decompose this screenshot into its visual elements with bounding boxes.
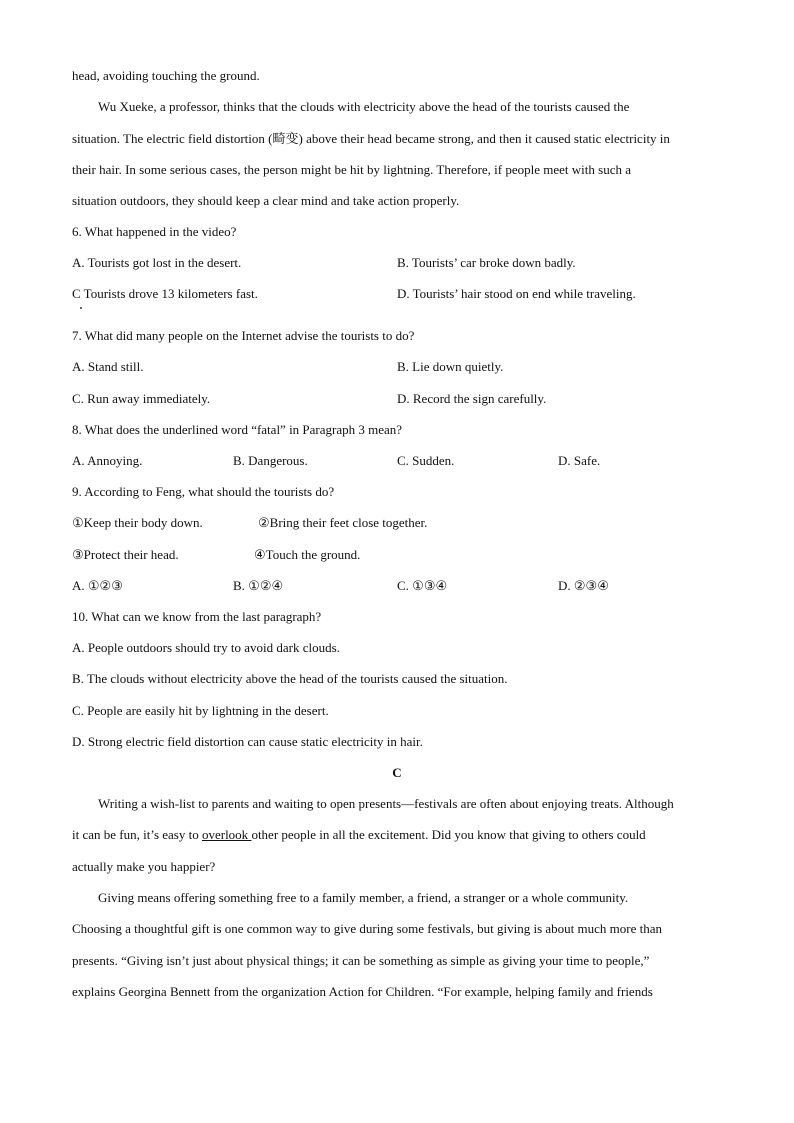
option-b: B. The clouds without electricity above the head of the tourists caused the situation.: [72, 671, 508, 686]
option-a: A. Annoying.: [72, 453, 143, 468]
passage-line: [72, 827, 646, 843]
question-stem: 7. What did many people on the Internet advise the tourists to do?: [72, 328, 415, 343]
option-d: D. Tourists’ hair stood on end while traveling.: [397, 286, 636, 301]
statement-2: ②Bring their feet close together.: [258, 515, 428, 530]
option-a: A. Stand still.: [72, 359, 144, 374]
passage-line: head, avoiding touching the ground.: [72, 68, 260, 83]
passage-line: situation. The electric field distortion (畸变) above their head became strong, and then it caused static electricity in: [72, 131, 670, 146]
option-a: A. Tourists got lost in the desert.: [72, 255, 242, 270]
question-stem: 10. What can we know from the last paragraph?: [72, 609, 322, 624]
option-c: C. Run away immediately.: [72, 391, 211, 406]
passage-line: Choosing a thoughtful gift is one common way to give during some festivals, but giving is about much more than: [72, 921, 662, 936]
option-d: D. Strong electric field distortion can cause static electricity in hair.: [72, 734, 423, 749]
passage-line: Wu Xueke, a professor, thinks that the clouds with electricity above the head of the tourists caused the: [98, 99, 630, 114]
option-c: C. People are easily hit by lightning in the desert.: [72, 703, 329, 718]
statement-3: ③Protect their head.: [72, 547, 179, 562]
question-stem: 8. What does the underlined word “fatal” in Paragraph 3 mean?: [72, 422, 403, 437]
passage-text: it can be fun, it’s easy to: [72, 827, 202, 842]
option-d: D. Record the sign carefully.: [397, 391, 547, 406]
option-b: B. Tourists’ car broke down badly.: [397, 255, 576, 270]
option-d: D. ②③④: [558, 578, 609, 593]
option-a: A. People outdoors should try to avoid dark clouds.: [72, 640, 340, 655]
option-c: C Tourists drove 13 kilometers fast.: [72, 286, 258, 301]
passage-line: presents. “Giving isn’t just about physical things; it can be something as simple as giving your time to people,”: [72, 953, 650, 968]
option-d: D. Safe.: [558, 453, 601, 468]
option-b: B. ①②④: [233, 578, 284, 593]
passage-line: their hair. In some serious cases, the person might be hit by lightning. Therefore, if people meet with such a: [72, 162, 631, 177]
question-stem: 6. What happened in the video?: [72, 224, 237, 239]
question-stem: 9. According to Feng, what should the tourists do?: [72, 484, 335, 499]
option-b: B. Lie down quietly.: [397, 359, 504, 374]
statement-1: ①Keep their body down.: [72, 515, 203, 530]
passage-text: other people in all the excitement. Did you know that giving to others could: [251, 827, 646, 842]
underlined-word: overlook: [201, 827, 252, 842]
passage-line: actually make you happier?: [72, 859, 216, 874]
statement-4: ④Touch the ground.: [254, 547, 361, 562]
option-c: C. ①③④: [397, 578, 448, 593]
passage-line: Writing a wish-list to parents and waiting to open presents—festivals are often about enjoying treats. Although: [98, 796, 674, 811]
passage-line: situation outdoors, they should keep a clear mind and take action properly.: [72, 193, 460, 208]
stray-mark: [80, 307, 82, 309]
option-c: C. Sudden.: [397, 453, 455, 468]
option-a: A. ①②③: [72, 578, 123, 593]
passage-line: Giving means offering something free to a family member, a friend, a stranger or a whole community.: [98, 890, 629, 905]
passage-line: explains Georgina Bennett from the organization Action for Children. “For example, helping family and friends: [72, 984, 653, 999]
option-b: B. Dangerous.: [233, 453, 308, 468]
section-title: C: [392, 765, 402, 780]
